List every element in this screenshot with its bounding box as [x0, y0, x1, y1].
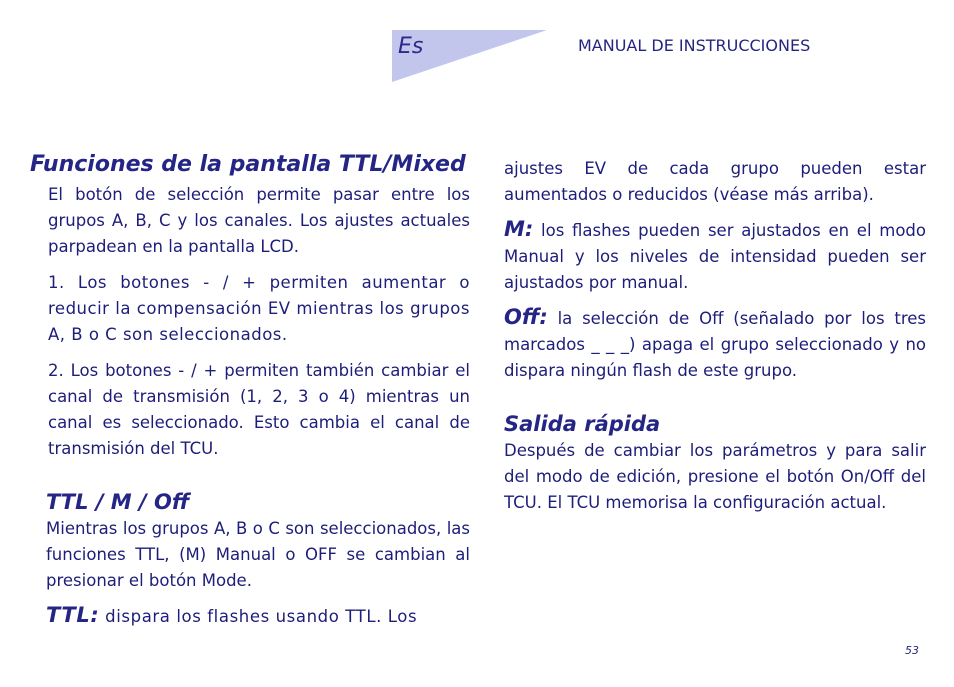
- ttl-mixed-intro: El botón de selección permite pasar entre los grupos A, B, C y los canales. Los ajustes actuales parpadean en la pantalla LCD.: [48, 185, 470, 256]
- page-number: 53: [905, 644, 919, 657]
- section-heading-ttl-mixed: Funciones de la pantalla TTL/Mixed: [30, 152, 466, 177]
- ttl-m-off-intro: Mientras los grupos A, B o C son seleccionados, las funciones TTL, (M) Manual o OFF se cambian al presionar el botón Mode.: [46, 519, 470, 590]
- section-heading-salida-rapida: Salida rápida: [504, 412, 661, 436]
- ttl-mixed-body: [30, 182, 470, 462]
- m-paragraph: [504, 216, 926, 296]
- right-column: [504, 156, 926, 516]
- manual-title: MANUAL DE INSTRUCCIONES: [578, 36, 811, 55]
- left-column: [30, 150, 470, 630]
- ttl-m-off-section: [30, 488, 470, 630]
- ttl-text: dispara los flashes usando TTL. Los: [105, 607, 418, 626]
- off-paragraph: [504, 304, 926, 384]
- ev-continuation: ajustes EV de cada grupo pueden estar aumentados o reducidos (véase más arriba).: [504, 159, 926, 204]
- off-text: la selección de Off (señalado por los tres marcados _ _ _) apaga el grupo seleccionado y no dispara ningún flash de este grupo.: [504, 309, 927, 380]
- language-tab-label: Es: [398, 34, 424, 59]
- m-text: los flashes pueden ser ajustados en el modo Manual y los niveles de intensidad pueden ser ajustados por manual.: [504, 221, 926, 292]
- ttl-mixed-item-1: 1. Los botones - / + permiten aumentar o reducir la compensación EV mientras los grupos A, B o C son seleccionados.: [48, 273, 470, 344]
- salida-rapida-text: Después de cambiar los parámetros y para salir del modo de edición, presione el botón On/Off del TCU. El TCU memorisa la configuración actual.: [504, 441, 926, 512]
- ttl-mixed-item-2: 2. Los botones - / + permiten también cambiar el canal de transmisión (1, 2, 3 o 4) mientras un canal es seleccionado. Esto cambia el canal de transmisión del TCU.: [48, 361, 470, 458]
- m-term: M:: [504, 217, 534, 241]
- off-term: Off:: [504, 305, 548, 329]
- ttl-paragraph: [46, 602, 470, 630]
- ttl-term: TTL:: [46, 603, 100, 627]
- section-heading-ttl-m-off: TTL / M / Off: [46, 490, 190, 514]
